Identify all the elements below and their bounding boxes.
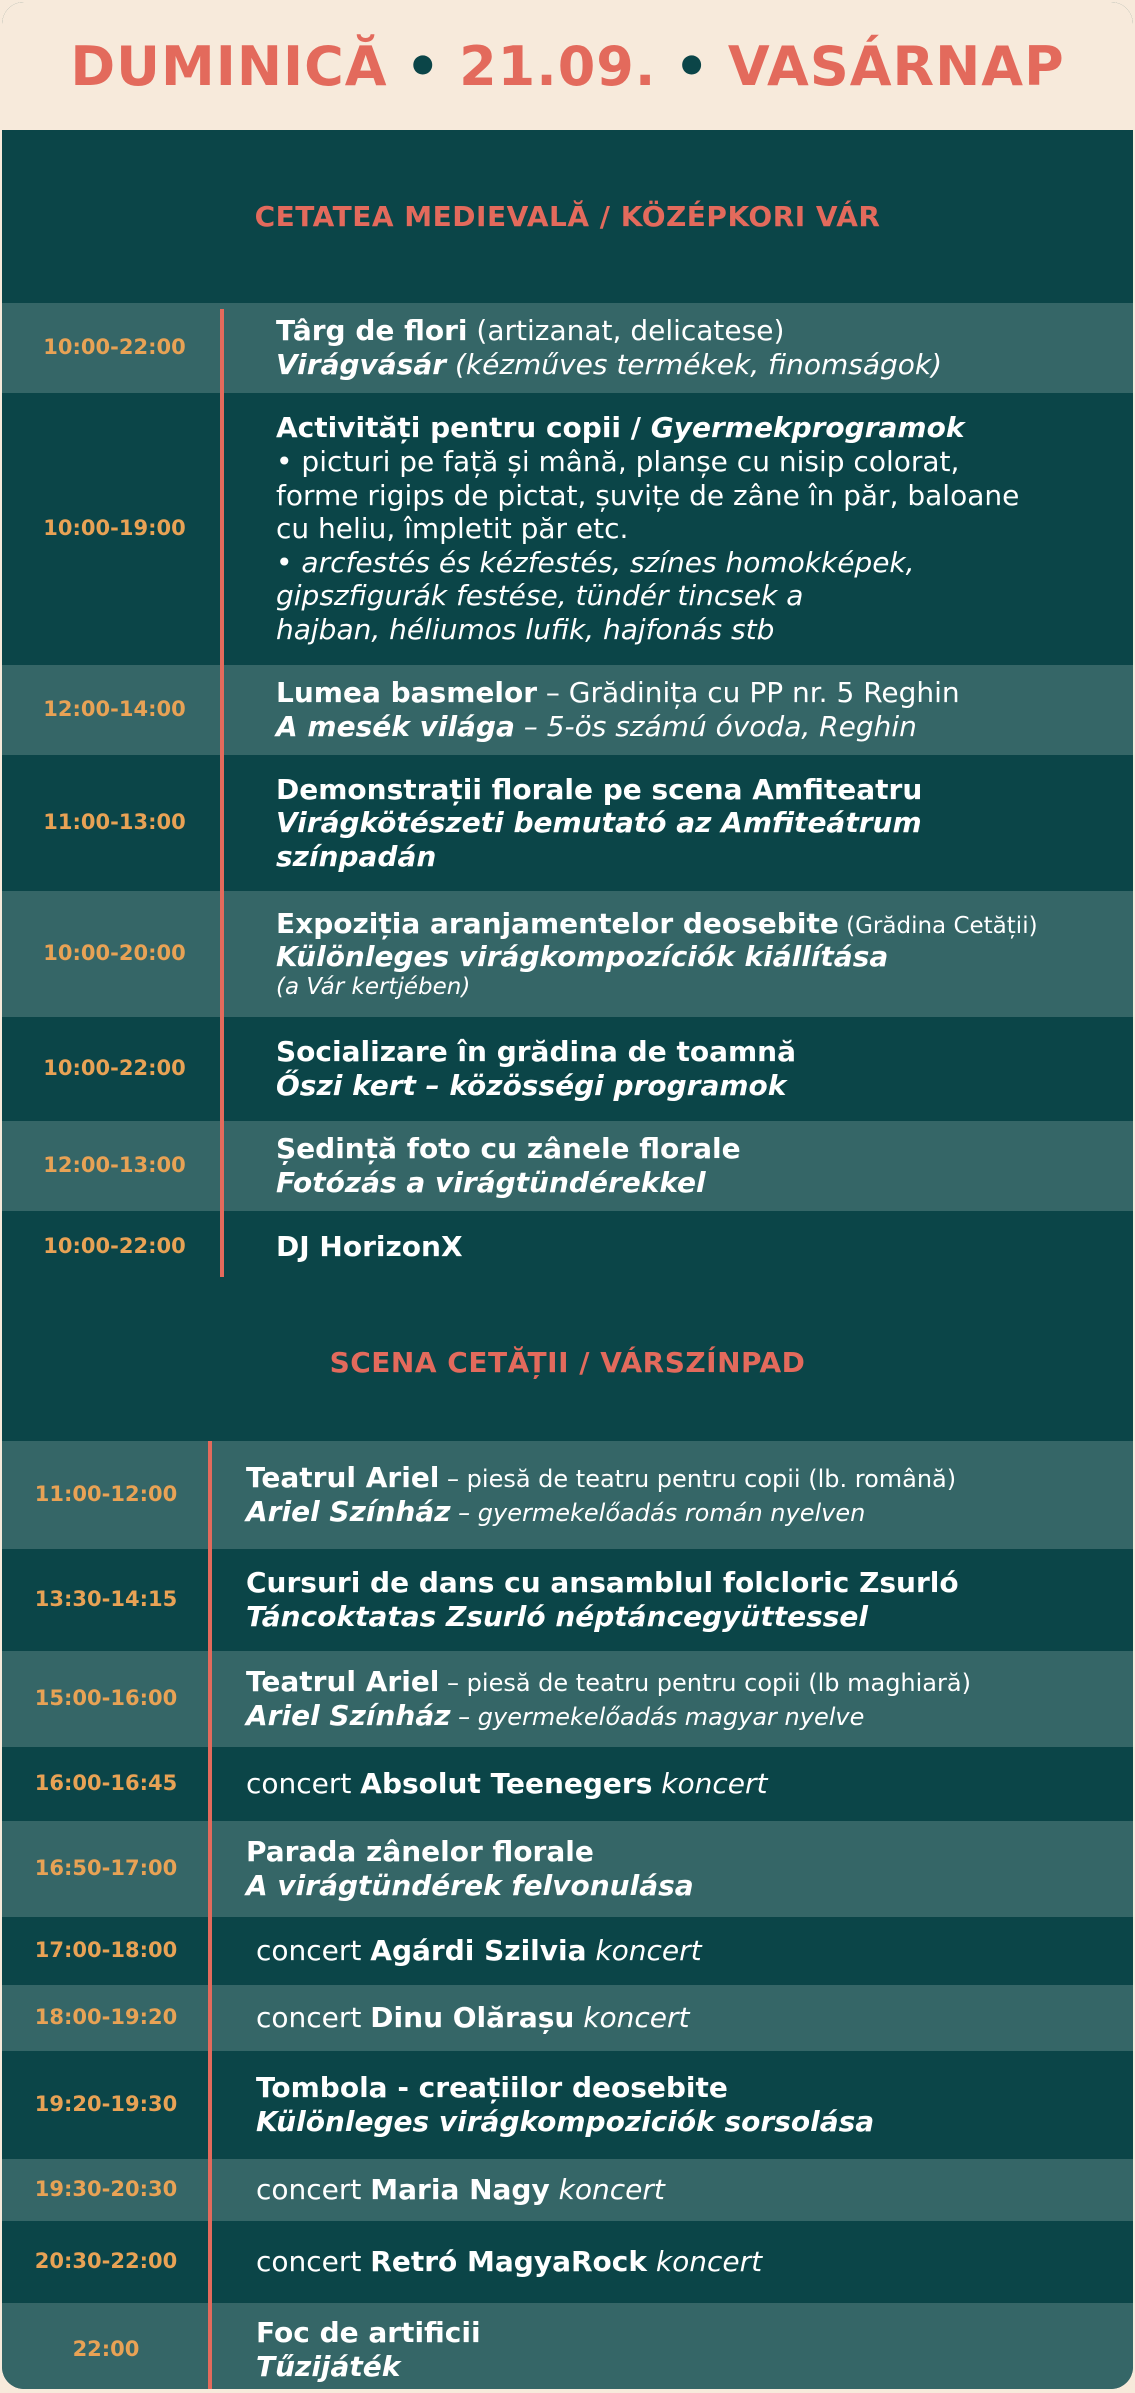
event-title-hu: Virágvásár (276, 348, 447, 381)
performer-name: Maria Nagy (370, 2173, 550, 2207)
event-row (2, 755, 1133, 891)
event-note: – piesă de teatru pentru copii (lb maghiară) (439, 1669, 971, 1698)
event-row (2, 2303, 1133, 2389)
day-hu: VASÁRNAP (727, 34, 1065, 98)
event-content (210, 1566, 989, 1633)
date: 21.09. (459, 34, 657, 98)
event-time: 11:00-12:00 (34, 1482, 178, 1507)
event-content (210, 2316, 511, 2383)
event-detail-hu: gipszfigurák festése, tündér tincsek a (276, 579, 804, 613)
event-title: Târg de flori (276, 314, 468, 348)
event-suffix: koncert (586, 1934, 702, 1968)
event-note: (Grădina Cetății) (838, 912, 1038, 939)
title-separator: • (674, 34, 710, 98)
event-title-hu: Gyermekprogramok (650, 411, 965, 445)
event-title-hu: Fotózás a virágtündérekkel (276, 1166, 706, 1199)
event-title: Ședință foto cu zânele florale (276, 1132, 741, 1166)
event-prefix: concert (256, 1934, 371, 1968)
event-prefix: concert (256, 2245, 371, 2279)
program-page (2, 2, 1133, 2389)
event-detail-hu: hajban, héliumos lufik, hajfonás stb (276, 612, 775, 646)
event-content (227, 1230, 493, 1264)
event-prefix: concert (256, 2173, 371, 2207)
section-title-scena: SCENA CETĂȚII / VÁRSZÍNPAD (329, 1345, 806, 1379)
event-title-hu: A mesék világa (276, 710, 515, 743)
event-title-hu: Ariel Színház (246, 1699, 451, 1732)
event-detail: cu heliu, împletit păr etc. (276, 512, 629, 546)
event-row (2, 891, 1133, 1017)
event-row (2, 1651, 1133, 1747)
event-row (2, 1441, 1133, 1549)
event-title-hu: Különleges virágkompozíciók kiállítása (276, 940, 889, 974)
event-content (227, 773, 952, 874)
event-title-hu: Tűzijáték (256, 2350, 401, 2383)
event-title-hu: Táncoktatas Zsurló néptáncegyüttessel (246, 1600, 869, 1633)
performer-name: Absolut Teenegers (360, 1767, 653, 1801)
event-title: Expoziția aranjamentelor deosebite (276, 906, 839, 940)
event-title: Activități pentru copii / (276, 411, 651, 445)
event-content (227, 314, 972, 381)
performer-name: Retró MagyaRock (370, 2245, 647, 2279)
event-time: 16:50-17:00 (34, 1856, 178, 1881)
event-row (2, 1917, 1133, 1985)
schedule-scena (2, 1441, 1133, 2389)
event-note-hu: – gyermekelőadás magyar nyelve (450, 1703, 865, 1731)
event-time: 10:00-22:00 (43, 1234, 186, 1259)
event-suffix: koncert (549, 2173, 665, 2207)
event-time: 18:00-19:20 (34, 2005, 178, 2030)
event-row (2, 1549, 1133, 1651)
event-suffix: koncert (574, 2001, 690, 2035)
event-detail-hu: • arcfestés és kézfestés, színes homokképek, (276, 545, 915, 579)
event-title-hu: A virágtündérek felvonulása (246, 1869, 694, 1902)
event-title: DJ HorizonX (276, 1230, 463, 1264)
event-time: 12:00-13:00 (43, 1153, 186, 1178)
event-note-hu: – 5-ös számú óvoda, Reghin (514, 710, 917, 743)
event-suffix: koncert (652, 1767, 768, 1801)
event-note: – Grădinița cu PP nr. 5 Reghin (537, 676, 960, 710)
event-content (210, 2001, 719, 2035)
event-time: 17:00-18:00 (34, 1938, 178, 1963)
event-content (227, 1035, 826, 1102)
event-title: Lumea basmelor (276, 676, 537, 710)
event-time: 13:30-14:15 (34, 1587, 178, 1612)
event-row (2, 1017, 1133, 1121)
event-title-hu: Virágkötészeti bemutató az Amfiteátrum (276, 806, 922, 840)
event-time: 19:20-19:30 (34, 2092, 178, 2117)
event-title: Teatrul Ariel (246, 1461, 440, 1495)
event-title: Tombola - creațiilor deosebite (256, 2071, 728, 2105)
event-row (2, 2159, 1133, 2221)
event-time: 10:00-22:00 (43, 335, 186, 360)
event-title-hu: Ariel Színház (246, 1495, 451, 1528)
event-time: 10:00-20:00 (43, 941, 186, 966)
timeline-rail (208, 1441, 212, 2389)
event-time: 10:00-22:00 (43, 1056, 186, 1081)
event-time: 16:00-16:45 (34, 1771, 178, 1796)
event-row (2, 2051, 1133, 2159)
event-content (210, 1835, 724, 1902)
event-time: 10:00-19:00 (43, 516, 186, 541)
event-content (210, 1461, 986, 1528)
event-title-hu: Őszi kert – közösségi programok (276, 1069, 787, 1102)
event-content (210, 2071, 904, 2138)
event-title-hu: Különleges virágkompoziciók sorsolása (256, 2105, 875, 2138)
event-row (2, 2221, 1133, 2303)
schedule-cetatea (2, 303, 1133, 1283)
event-row (2, 303, 1133, 393)
event-title: Teatrul Ariel (246, 1665, 440, 1699)
event-prefix: concert (246, 1767, 361, 1801)
section-title-cetatea: CETATEA MEDIEVALĂ / KÖZÉPKORI VÁR (254, 200, 881, 233)
event-title-hu: színpadán (276, 839, 437, 873)
event-title: Parada zânelor florale (246, 1835, 594, 1869)
event-note: – piesă de teatru pentru copii (lb. română) (439, 1465, 957, 1494)
day-ro: DUMINICĂ (70, 34, 388, 98)
event-note-hu: (a Vár kertjében) (276, 973, 471, 1000)
event-detail: • picturi pe față și mână, planșe cu nisip colorat, (276, 445, 960, 479)
performer-name: Dinu Olărașu (370, 2001, 575, 2035)
event-row (2, 665, 1133, 755)
event-content (227, 411, 1049, 646)
event-time: 20:30-22:00 (34, 2249, 178, 2274)
title-separator: • (405, 34, 442, 98)
event-title: Cursuri de dans cu ansamblul folcloric Zsurló (246, 1566, 959, 1600)
event-note-hu: – gyermekelőadás román nyelven (450, 1499, 866, 1527)
event-row (2, 1121, 1133, 1211)
event-note-hu: (kézműves termékek, finomságok) (446, 348, 943, 381)
event-detail: forme rigips de pictat, șuvițe de zâne în păr, baloane (276, 478, 1020, 512)
event-content (227, 676, 990, 743)
event-prefix: concert (256, 2001, 371, 2035)
performer-name: Agárdi Szilvia (370, 1934, 587, 1968)
page-title (2, 2, 1133, 130)
event-suffix: koncert (647, 2245, 763, 2279)
event-time: 11:00-13:00 (43, 810, 186, 835)
event-content (227, 1132, 771, 1199)
timeline-rail (220, 309, 224, 1277)
event-content (227, 907, 1068, 1002)
event-title: Foc de artificii (256, 2316, 481, 2350)
event-content (210, 2173, 695, 2207)
event-row (2, 1821, 1133, 1917)
event-content (210, 1767, 797, 1801)
event-content (210, 2245, 792, 2279)
event-row (2, 393, 1133, 665)
event-time: 22:00 (72, 2337, 140, 2362)
event-content (210, 1665, 1001, 1732)
event-title: Demonstrații florale pe scena Amfiteatru (276, 772, 923, 806)
event-time: 19:30-20:30 (34, 2177, 178, 2202)
event-time: 12:00-14:00 (43, 697, 186, 722)
event-row (2, 1747, 1133, 1821)
event-note: (artizanat, delicatese) (467, 314, 785, 348)
event-row (2, 1211, 1133, 1283)
event-time: 15:00-16:00 (34, 1686, 178, 1711)
event-row (2, 1985, 1133, 2051)
event-title: Socializare în grădina de toamnă (276, 1035, 796, 1069)
event-content (210, 1934, 732, 1968)
